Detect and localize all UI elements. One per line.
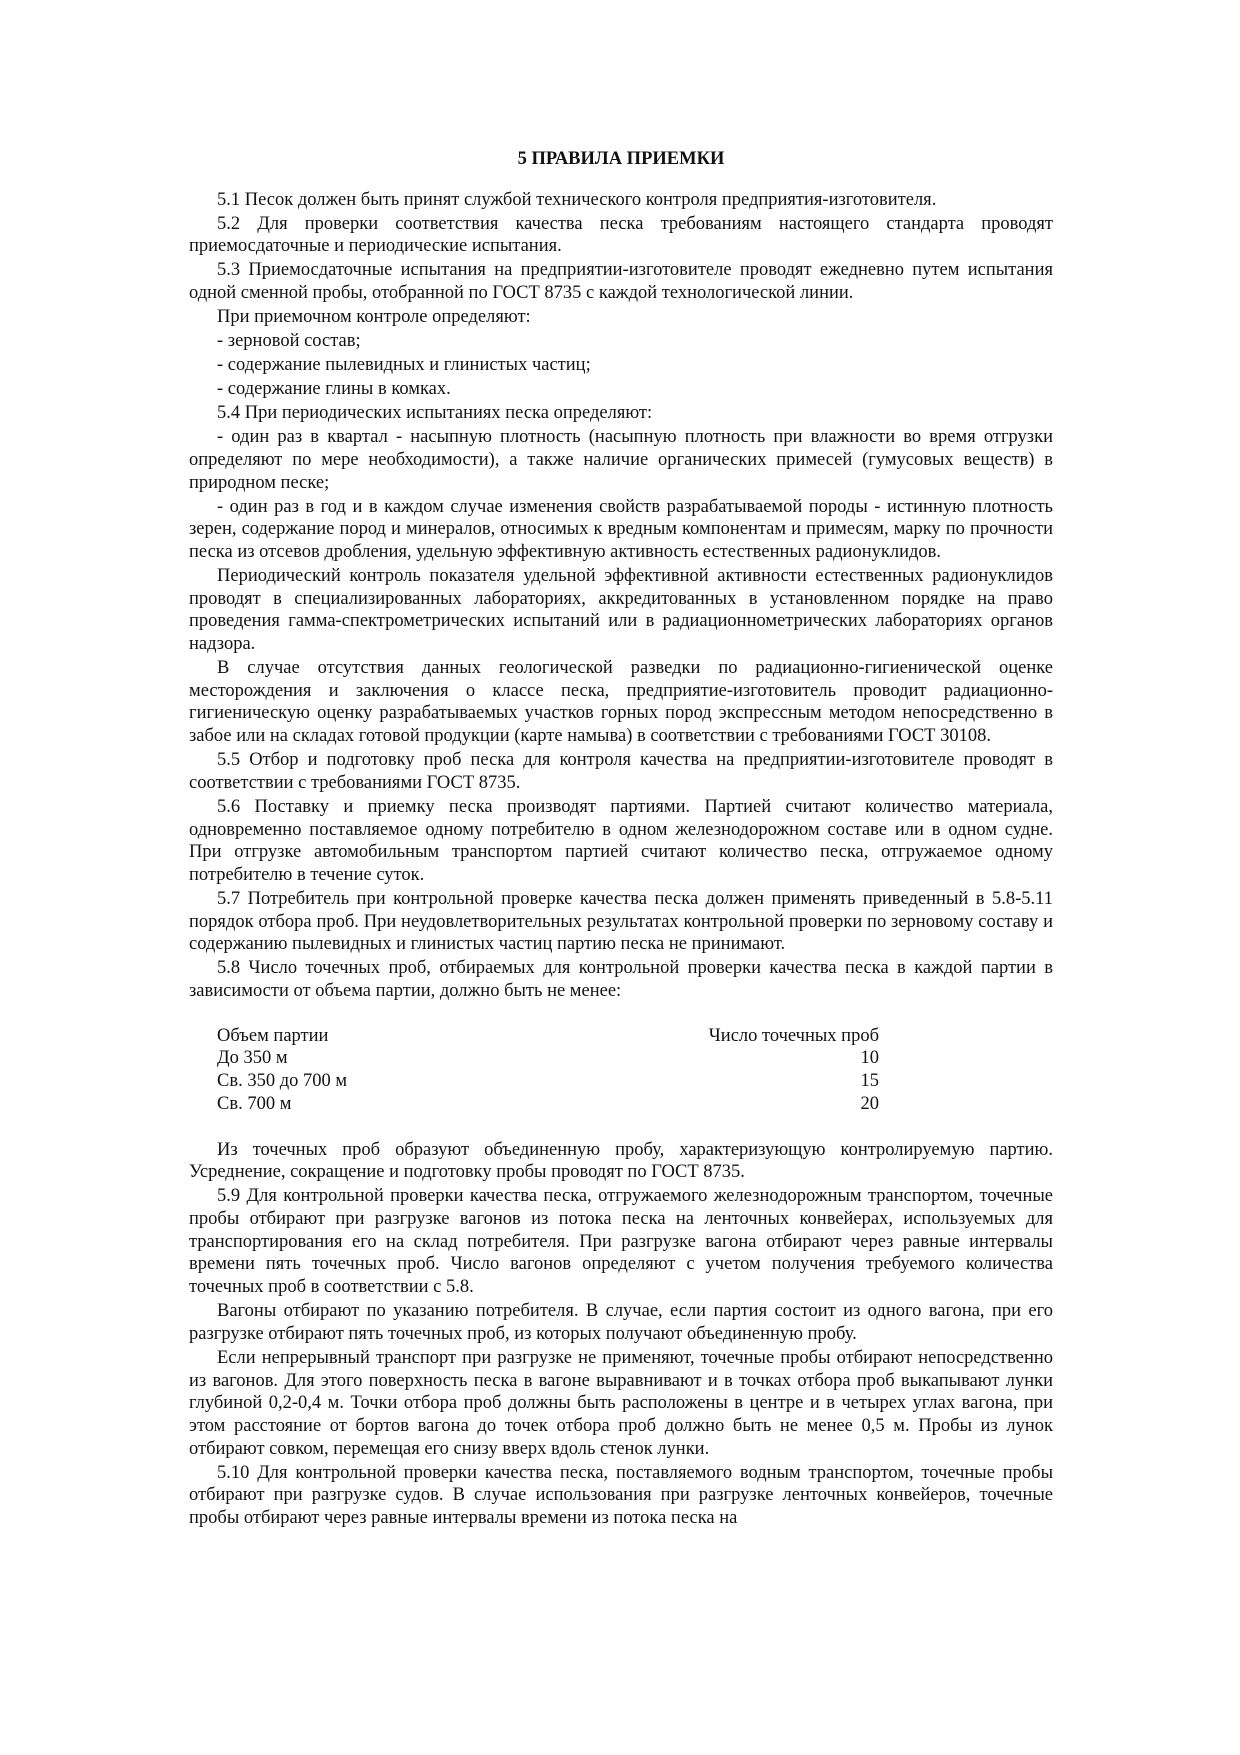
table-header-volume: Объем партии (217, 1025, 329, 1046)
table-header-row (217, 1025, 879, 1048)
paragraph-5-5: 5.5 Отбор и подготовку проб песка для контроля качества на предприятии-изготовителе проводят в соответствии с требованиями ГОСТ 8735. (189, 750, 1053, 793)
paragraph-wagon-selection: Вагоны отбирают по указанию потребителя. В случае, если партия состоит из одного вагона, при его разгрузке отбирают пять точечных проб, из которых получают объединенную пробу. (189, 1301, 1053, 1344)
paragraph-acceptance-control: При приемочном контроле определяют: (217, 307, 531, 328)
paragraph-periodic-control: Периодический контроль показателя удельной эффективной активности естественных радионуклидов проводят в специализированных лабораториях, аккредитованных в установленном порядке на право проведения гамма-спектрометрических испытаний или в радиационнометрических лабораториях органов надзора. (189, 565, 1053, 655)
paragraph-5-7: 5.7 Потребитель при контрольной проверке качества песка должен применять приведенный в 5.8-5.11 порядок отбора проб. При неудовлетворительных результатах контрольной проверки по зерновому составу и содержанию пылевидных и глинистых частиц партию песка не принимают. (189, 888, 1053, 955)
list-item-quarterly: - один раз в квартал - насыпную плотность (насыпную плотность при влажности во время отгрузки определяют по мере необходимости), а также наличие органических примесей (гумусовых веществ) в природном песке; (189, 427, 1053, 493)
table-cell-volume: До 350 м (217, 1048, 288, 1069)
paragraph-5-1: 5.1 Песок должен быть принят службой технического контроля предприятия-изготовителя. (217, 189, 937, 210)
list-item-yearly: - один раз в год и в каждом случае изменения свойств разрабатываемой породы - истинную плотность зерен, содержание пород и минералов, относимых к вредным компонентам и примесям, марку по прочности песка из отсевов дробления, удельную эффективную активность естественных радионуклидов. (189, 496, 1053, 562)
paragraph-5-9: 5.9 Для контрольной проверки качества песка, отгружаемого железнодорожным транспортом, точечные пробы отбирают при разгрузке вагонов из потока песка на ленточных конвейерах, используемых для транспортирования его на склад потребителя. При разгрузке вагона отбирают через равные интервалы времени пять точечных проб. Число вагонов определяют с учетом получения требуемого количества точечных проб в соответствии с 5.8. (189, 1186, 1053, 1298)
paragraph-direct-sampling: Если непрерывный транспорт при разгрузке не применяют, точечные пробы отбирают непосредственно из вагонов. Для этого поверхность песка в вагоне выравнивают и в точках отбора проб выкапывают лунки глубиной 0,2-0,4 м. Точки отбора проб должны быть расположены в центре и в четырех углах вагона, при этом расстояние от бортов вагона до точек отбора проб должно быть не менее 0,5 м. Пробы из лунок отбирают совком, перемещая его снизу вверх вдоль стенок лунки. (189, 1347, 1053, 1459)
paragraphs-before-table (189, 189, 1053, 1003)
table-cell-count: 20 (860, 1093, 879, 1114)
section-heading: 5 ПРАВИЛА ПРИЕМКИ (517, 149, 725, 169)
table-row (217, 1093, 879, 1116)
table-cell-count: 15 (860, 1071, 879, 1092)
paragraph-geological-data: В случае отсутствия данных геологической разведки по радиационно-гигиенической оценке месторождения и заключения о классе песка, предприятие-изготовитель проводит радиационно-гигиеническую оценку разрабатываемых участков горных пород экспрессным методом непосредственно в забое или на складах готовой продукции (карте намыва) в соответствии с требованиями ГОСТ 30108. (189, 658, 1053, 747)
sample-count-table (217, 1025, 879, 1116)
paragraph-5-3: 5.3 Приемосдаточные испытания на предприятии-изготовителе проводят ежедневно путем испытания одной сменной пробы, отобранной по ГОСТ 8735 с каждой технологической линии. (189, 260, 1053, 304)
table-row (217, 1047, 879, 1070)
list-item-dust-clay-particles: - содержание пылевидных и глинистых частиц; (217, 355, 591, 376)
paragraph-5-2: 5.2 Для проверки соответствия качества песка требованиям настоящего стандарта проводят приемосдаточные и периодические испытания. (189, 213, 1053, 257)
paragraph-5-10: 5.10 Для контрольной проверки качества песка, поставляемого водным транспортом, точечные пробы отбирают при разгрузке судов. В случае использования при разгрузке ленточных конвейеров, точечные пробы отбирают через равные интервалы времени из потока песка на (189, 1462, 1053, 1529)
paragraph-5-6: 5.6 Поставку и приемку песка производят партиями. Партией считают количество материала, одновременно поставляемое одному потребителю в одном железнодорожном составе или в одном судне. При отгрузке автомобильным транспортом партией считают количество песка, отгружаемое одному потребителю в течение суток. (189, 796, 1053, 885)
list-item-grain-composition: - зерновой состав; (217, 331, 361, 352)
paragraphs-after-table (189, 1139, 1053, 1530)
table-cell-volume: Св. 350 до 700 м (217, 1071, 348, 1092)
list-item-clay-lumps: - содержание глины в комках. (217, 379, 451, 400)
table-cell-count: 10 (860, 1048, 879, 1069)
paragraph-5-8: 5.8 Число точечных проб, отбираемых для контрольной проверки качества песка в каждой партии в зависимости от объема партии, должно быть не менее: (189, 958, 1053, 1002)
table-row (217, 1070, 879, 1093)
paragraph-5-4: 5.4 При периодических испытаниях песка определяют: (217, 403, 653, 424)
table-cell-volume: Св. 700 м (217, 1093, 292, 1114)
document-page (189, 148, 1053, 1531)
paragraph-combined-sample: Из точечных проб образуют объединенную пробу, характеризующую контролируемую партию. Усреднение, сокращение и подготовку пробы проводят по ГОСТ 8735. (189, 1139, 1053, 1183)
table-header-count: Число точечных проб (708, 1025, 879, 1046)
